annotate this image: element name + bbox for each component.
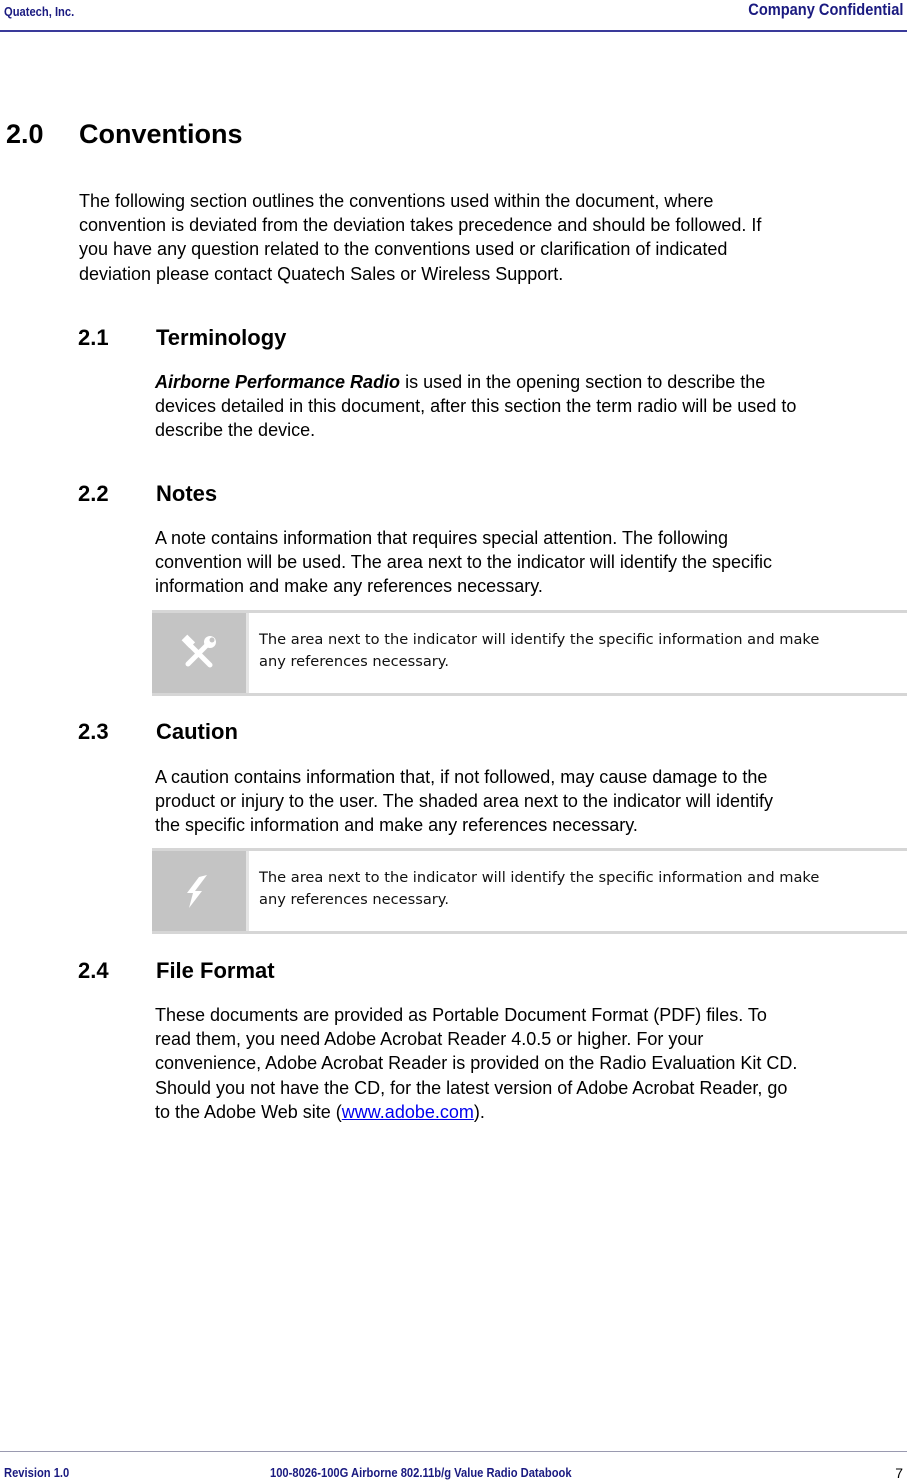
intro-line: deviation please contact Quatech Sales or Wireless Support. bbox=[79, 263, 564, 284]
notes-line: A note contains information that requires special attention. The following bbox=[155, 528, 729, 548]
note-text-line: any references necessary. bbox=[259, 653, 449, 670]
footer-page-number: 7 bbox=[895, 1465, 903, 1481]
section-title: Conventions bbox=[79, 119, 243, 149]
term-name: Airborne Performance Radio bbox=[155, 372, 401, 392]
terminology-heading bbox=[78, 325, 286, 351]
caution-line: A caution contains information that, if not followed, may cause damage to the bbox=[155, 767, 768, 787]
term-line: devices detailed in this document, after this section the term radio will be used to bbox=[155, 396, 797, 417]
terminology-title: Terminology bbox=[156, 325, 287, 350]
file-format-body bbox=[155, 1003, 797, 1124]
file-format-line: read them, you need Adobe Acrobat Reader 4.0.5 or higher. For your bbox=[155, 1029, 704, 1050]
section-intro bbox=[79, 189, 761, 286]
terminology-body bbox=[155, 370, 796, 443]
terminology-number: 2.1 bbox=[78, 325, 109, 350]
note-box bbox=[152, 610, 907, 696]
file-format-line: These documents are provided as Portable Document Format (PDF) files. To bbox=[155, 1005, 767, 1025]
caution-indicator bbox=[152, 851, 246, 931]
notes-heading bbox=[78, 481, 217, 507]
note-separator bbox=[246, 613, 249, 693]
notes-line: information and make any references necessary. bbox=[155, 576, 543, 597]
file-format-last-suffix: ). bbox=[473, 1101, 485, 1122]
footer-doc-title: 100-8026-100G Airborne 802.11b/g Value Radio Databook bbox=[270, 1465, 572, 1480]
file-format-last-prefix: to the Adobe Web site ( bbox=[155, 1101, 342, 1122]
lightning-icon bbox=[179, 871, 219, 911]
file-format-title: File Format bbox=[156, 958, 275, 983]
caution-heading bbox=[78, 719, 238, 745]
caution-box bbox=[152, 848, 907, 934]
caution-title: Caution bbox=[156, 719, 238, 744]
notes-title: Notes bbox=[156, 481, 218, 506]
caution-text-line: any references necessary. bbox=[259, 891, 449, 908]
file-format-heading bbox=[78, 958, 275, 984]
intro-line: convention is deviated from the deviation takes precedence and should be followed. If bbox=[79, 215, 762, 236]
caution-text bbox=[259, 867, 895, 911]
intro-line: The following section outlines the conventions used within the document, where bbox=[79, 191, 714, 211]
note-text bbox=[259, 629, 895, 673]
intro-line: you have any question related to the conventions used or clarification of indicated bbox=[79, 239, 728, 260]
notes-line: convention will be used. The area next to the indicator will identify the specific bbox=[155, 552, 773, 573]
caution-text-line: The area next to the indicator will identify the specific information and make bbox=[259, 869, 820, 886]
note-text-line: The area next to the indicator will identify the specific information and make bbox=[259, 631, 820, 648]
caution-separator bbox=[246, 851, 249, 931]
page-header bbox=[0, 0, 907, 32]
notes-number: 2.2 bbox=[78, 481, 109, 506]
caution-number: 2.3 bbox=[78, 719, 109, 744]
caution-body bbox=[155, 765, 773, 838]
section-number: 2.0 bbox=[6, 119, 44, 149]
footer-revision: Revision 1.0 bbox=[4, 1465, 70, 1480]
file-format-line: Should you not have the CD, for the latest version of Adobe Acrobat Reader, go bbox=[155, 1077, 788, 1098]
term-line-rest: is used in the opening section to describe the bbox=[400, 372, 766, 392]
section-heading bbox=[6, 119, 243, 150]
page-footer bbox=[0, 1451, 907, 1484]
adobe-link[interactable]: www.adobe.com bbox=[341, 1101, 474, 1122]
term-line: describe the device. bbox=[155, 420, 316, 441]
caution-line: the specific information and make any references necessary. bbox=[155, 815, 638, 836]
header-company: Quatech, Inc. bbox=[4, 4, 75, 19]
header-confidential: Company Confidential bbox=[747, 0, 903, 19]
file-format-number: 2.4 bbox=[78, 958, 109, 983]
notes-body bbox=[155, 526, 772, 599]
note-indicator bbox=[152, 613, 246, 693]
caution-line: product or injury to the user. The shaded area next to the indicator will identify bbox=[155, 791, 774, 812]
file-format-line: convenience, Adobe Acrobat Reader is provided on the Radio Evaluation Kit CD. bbox=[155, 1053, 798, 1074]
tools-icon bbox=[179, 633, 219, 673]
